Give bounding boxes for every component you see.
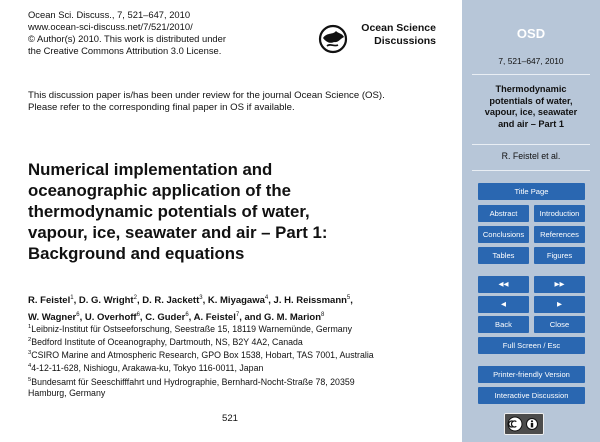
sidebar-short-title: Thermodynamic potentials of water, vapour, ice, seawater and air – Part 1 xyxy=(484,84,578,129)
first-page-button[interactable]: ◀◀ xyxy=(478,276,529,293)
affiliation: $^3$CSIRO Marine and Atmospheric Research, GPO Box 1538, Hobart, TAS 7001, Australia xyxy=(28,350,374,361)
journal-logo xyxy=(318,22,436,58)
affiliation-continued: Hamburg, Germany xyxy=(28,387,106,398)
logo-text: Ocean Science Discussions xyxy=(361,22,436,47)
sidebar-reference: 7, 521–647, 2010 xyxy=(498,56,564,66)
author: U. Overhoff$^6$ xyxy=(84,312,140,324)
affiliation: $^5$Bundesamt für Seeschifffahrt und Hydrographie, Bernhard-Nocht-Straße 78, 20359 xyxy=(28,376,355,387)
affiliations xyxy=(28,322,458,399)
title-page-button[interactable]: Title Page xyxy=(478,183,585,200)
citation-header xyxy=(28,9,226,57)
author: G. M. Marion$^8$ xyxy=(264,312,325,324)
references-button[interactable]: References xyxy=(534,226,585,243)
navigation-sidebar xyxy=(462,0,600,442)
author: R. Feistel$^1$ xyxy=(28,295,74,307)
page-number: 521 xyxy=(222,413,239,424)
sidebar-journal: OSD xyxy=(516,26,546,41)
introduction-button[interactable]: Introduction xyxy=(534,205,585,222)
abstract-button[interactable]: Abstract xyxy=(478,205,529,222)
creative-commons-icon[interactable] xyxy=(504,413,544,435)
author: W. Wagner$^6$ xyxy=(28,312,80,324)
figures-button[interactable]: Figures xyxy=(534,247,585,264)
interactive-discussion-button[interactable]: Interactive Discussion xyxy=(478,387,585,404)
affiliation: $^2$Bedford Institute of Oceanography, Dartmouth, NS, B2Y 4A2, Canada xyxy=(28,337,303,348)
next-page-button[interactable]: ▶ xyxy=(534,296,585,313)
last-page-button[interactable]: ▶▶ xyxy=(534,276,585,293)
author: K. Miyagawa$^4$ xyxy=(207,295,269,307)
full-screen-button[interactable]: Full Screen / Esc xyxy=(478,337,585,354)
license: the Creative Commons Attribution 3.0 License. xyxy=(28,45,222,56)
back-button[interactable]: Back xyxy=(478,316,529,333)
author: A. Feistel$^7$ xyxy=(193,312,240,324)
conclusions-button[interactable]: Conclusions xyxy=(478,226,529,243)
previous-page-button[interactable]: ◀ xyxy=(478,296,529,313)
author-line-1: R. Feistel$^1$, D. G. Wright$^2$, D. R. Jackett$^3$, K. Miyagawa$^4$, J. H. Reissmann$^5$, xyxy=(28,295,353,307)
author: J. H. Reissmann$^5$ xyxy=(273,295,351,307)
author: D. R. Jackett$^3$ xyxy=(142,295,203,307)
review-note: This discussion paper is/has been under review for the journal Ocean Science (OS). Please refer to the corresponding final paper in OS if available. xyxy=(28,90,385,113)
journal-url[interactable]: www.ocean-sci-discuss.net/7/521/2010/ xyxy=(28,21,193,32)
affiliation: $^4$4-12-11-628, Nishiogu, Arakawa-ku, Tokyo 116-0011, Japan xyxy=(28,363,264,374)
tables-button[interactable]: Tables xyxy=(478,247,529,264)
globe-logo-icon xyxy=(318,24,348,54)
author-list xyxy=(28,291,458,325)
divider xyxy=(472,144,590,145)
paper-title: Numerical implementation and oceanographic application of the thermodynamic potentials of water, vapour, ice, seawater and air – Part 1: Background and equations xyxy=(28,160,328,263)
author-line-2: W. Wagner$^6$, U. Overhoff$^6$, C. Guder$^6$, A. Feistel$^7$, and G. M. Marion$^8$ xyxy=(28,312,325,324)
divider xyxy=(472,170,590,171)
printer-friendly-button[interactable]: Printer-friendly Version xyxy=(478,366,585,383)
author: D. G. Wright$^2$ xyxy=(78,295,137,307)
citation: Ocean Sci. Discuss., 7, 521–647, 2010 xyxy=(28,9,191,20)
sidebar-authors: R. Feistel et al. xyxy=(501,151,561,161)
close-button[interactable]: Close xyxy=(534,316,585,333)
affiliation: $^1$Leibniz-Institut für Ostseeforschung, Seestraße 15, 18119 Warnemünde, Germany xyxy=(28,323,352,334)
copyright: © Author(s) 2010. This work is distributed under xyxy=(28,33,226,44)
divider xyxy=(472,74,590,75)
author: C. Guder$^6$ xyxy=(145,312,189,324)
